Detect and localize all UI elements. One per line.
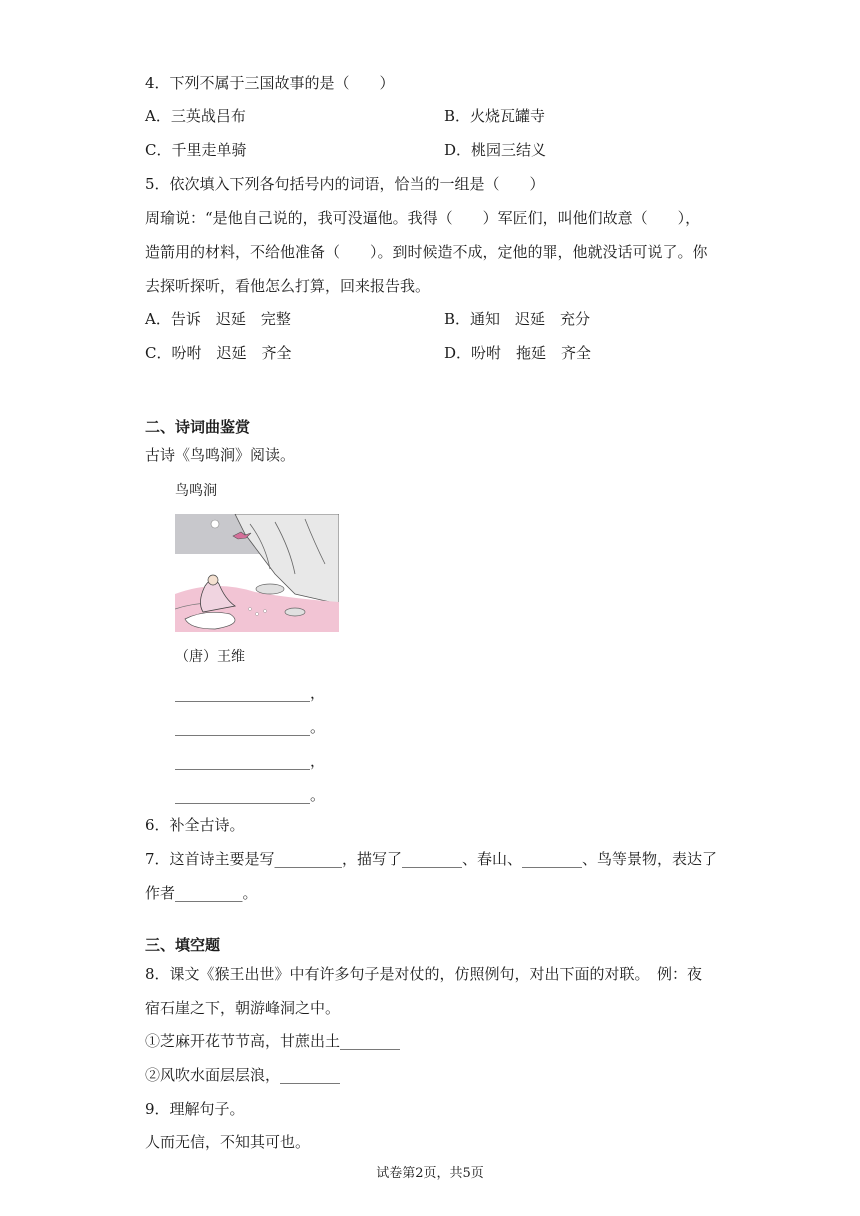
q8-item-2: ②风吹水面层层浪，________ [145,1066,341,1084]
q5-option-d: D．吩咐 拖延 齐全 [444,344,592,362]
poem-blank-line[interactable]: __________________， [175,684,326,702]
poem-author: （唐）王维 [175,649,245,665]
q5-passage-line: 去探听探听，看他怎么打算，回来报告我。 [145,277,431,295]
q7-line: 作者_________。 [145,884,258,902]
q5-stem: 5．依次填入下列各句括号内的词语，恰当的一组是（ ） [145,175,545,193]
poem-blank-line[interactable]: __________________。 [175,786,326,804]
q4-option-b: B．火烧瓦罐寺 [444,107,546,125]
q4-option-d: D．桃园三结义 [444,141,547,159]
q4-option-c: C．千里走单骑 [145,141,247,159]
q8-line: 宿石崖之下，朝游峰洞之中。 [145,999,341,1017]
section-heading: 三、填空题 [145,936,221,954]
poem-blank-line[interactable]: __________________。 [175,718,326,736]
q4-option-a: A．三英战吕布 [145,107,246,125]
q6-stem: 6．补全古诗。 [145,816,245,834]
q5-passage-line: 造箭用的材料，不给他准备（ ）。到时候造不成，定他的罪，他就没话可说了。你 [145,243,708,261]
q4-stem: 4．下列不属于三国故事的是（ ） [145,74,395,92]
section-intro: 古诗《鸟鸣涧》阅读。 [145,446,296,464]
q8-item-1: ①芝麻开花节节高，甘蔗出土________ [145,1032,401,1050]
q9-stem: 9．理解句子。 [145,1100,245,1118]
poem-title: 鸟鸣涧 [175,483,217,499]
q8-line: 8．课文《猴王出世》中有许多句子是对仗的，仿照例句，对出下面的对联。 例：夜 [145,965,703,983]
poem-illustration [175,514,339,632]
q5-option-c: C．吩咐 迟延 齐全 [145,344,292,362]
q7-line: 7．这首诗主要是写_________，描写了________、春山、________、鸟等景物，表达了 [145,850,718,868]
q5-option-a: A．告诉 迟延 完整 [145,310,291,328]
q5-option-b: B．通知 迟延 充分 [444,310,591,328]
page-footer: 试卷第2页，共5页 [376,1166,484,1181]
q9-text: 人而无信，不知其可也。 [145,1133,311,1151]
poem-blank-line[interactable]: __________________， [175,752,326,770]
q5-passage-line: 周瑜说：“是他自己说的，我可没逼他。我得（ ）军匠们，叫他们故意（ ）， [145,209,701,227]
section-heading: 二、诗词曲鉴赏 [145,418,251,436]
